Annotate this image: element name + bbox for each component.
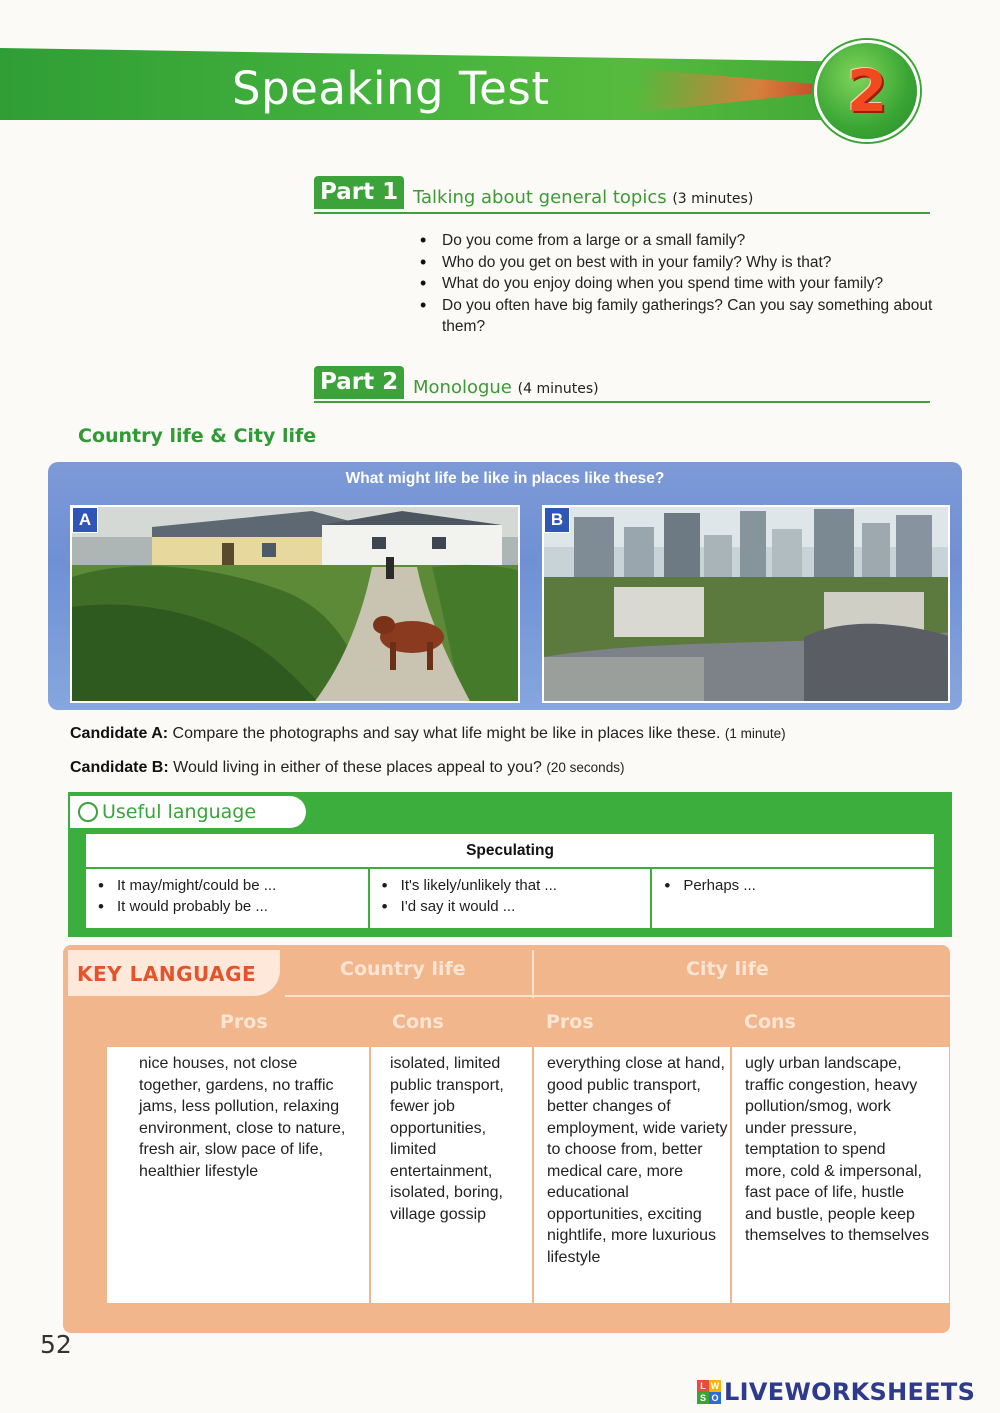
key-divider — [369, 998, 371, 1303]
photo-a-countryside — [70, 505, 520, 703]
page-title: Speaking Test — [232, 62, 550, 115]
part1-question-list — [420, 230, 965, 338]
key-divider — [730, 998, 732, 1303]
key-divider — [285, 995, 950, 997]
useful-col-1 — [86, 868, 369, 928]
question-item: • Who do you get on best with in your family? Why is that? — [420, 252, 965, 274]
circle-icon — [78, 802, 98, 822]
country-pros-text: nice houses, not close together, gardens, no traffic jams, less pollution, relaxing environment, close to nature, fresh air, slow pace of life, healthier lifestyle — [139, 1055, 346, 1180]
part2-tag: Part 2 — [314, 366, 404, 399]
part1-rule — [314, 212, 930, 214]
useful-col-2 — [369, 868, 652, 928]
city-pros-heading: Pros — [546, 1011, 594, 1033]
country-cons-text: isolated, limited public transport, fewer job opportunities, limited entertainment, isolated, boring, village gossip — [390, 1055, 504, 1223]
candidate-b-label: Candidate B: — [70, 759, 169, 776]
liveworksheets-logo-icon — [697, 1380, 721, 1404]
country-cons-heading: Cons — [392, 1011, 444, 1033]
city-cons-heading: Cons — [744, 1011, 796, 1033]
useful-phrase: • I'd say it would ... — [380, 896, 651, 917]
part2-title — [413, 377, 599, 398]
photo-b-label: B — [544, 507, 570, 533]
part1-duration: (3 minutes) — [672, 191, 754, 207]
useful-phrase: • Perhaps ... — [662, 875, 934, 896]
country-pros-heading: Pros — [220, 1011, 268, 1033]
photo-a-label: A — [72, 507, 98, 533]
city-pros-text: everything close at hand, good public transport, better changes of employment, wide variety to choose from, better medical care, more educational opportunities, exciting nightlife, more luxurious lifestyle — [547, 1055, 728, 1266]
key-language-title: KEY LANGUAGE — [77, 962, 257, 986]
key-divider — [532, 998, 534, 1303]
candidate-a-text: Compare the photographs and say what life might be like in places like these. — [172, 725, 721, 742]
useful-language-tab — [70, 796, 306, 828]
useful-language-title: Useful language — [102, 801, 257, 823]
country-life-heading: Country life — [340, 958, 466, 980]
useful-phrase: • It's likely/unlikely that ... — [380, 875, 651, 896]
useful-language-table — [86, 834, 934, 928]
part2-title-text: Monologue — [413, 377, 512, 398]
candidate-b-text: Would living in either of these places appeal to you? — [173, 759, 542, 776]
part1-title-text: Talking about general topics — [413, 187, 667, 208]
candidate-a-instruction — [70, 725, 786, 743]
speculating-heading: Speculating — [86, 834, 934, 868]
candidate-b-instruction — [70, 759, 624, 777]
section-heading: Country life & City life — [78, 425, 317, 447]
liveworksheets-brand: LIVEWORKSHEETS — [724, 1378, 976, 1406]
logo-letter: L — [697, 1380, 709, 1392]
test-number: 2 — [846, 57, 888, 125]
city-photo — [544, 507, 950, 703]
logo-letter: W — [710, 1381, 720, 1391]
part1-tag: Part 1 — [314, 176, 404, 209]
photo-b-city — [542, 505, 950, 703]
logo-letter: O — [709, 1392, 721, 1404]
useful-phrase: • It may/might/could be ... — [96, 875, 368, 896]
logo-letter: S — [697, 1392, 709, 1404]
candidate-a-label: Candidate A: — [70, 725, 169, 742]
useful-col-3 — [651, 868, 934, 928]
question-item: • What do you enjoy doing when you spend time with your family? — [420, 273, 965, 295]
city-cons-text: ugly urban landscape, traffic congestion, heavy pollution/smog, work under pressure, temptation to spend more, cold & impersonal, fast pace of life, hustle and bustle, people keep themselves to themselves — [745, 1055, 930, 1244]
part1-title — [413, 187, 753, 208]
question-item: • Do you often have big family gatherings? Can you say something about them? — [420, 295, 965, 338]
countryside-photo — [72, 507, 520, 703]
candidate-a-time: (1 minute) — [724, 726, 786, 741]
useful-phrase: • It would probably be ... — [96, 896, 368, 917]
photo-question: What might life be like in places like these? — [345, 470, 665, 487]
test-number-badge — [814, 40, 920, 142]
part2-rule — [314, 401, 930, 403]
city-life-heading: City life — [686, 958, 769, 980]
part2-duration: (4 minutes) — [517, 381, 599, 397]
question-item: • Do you come from a large or a small family? — [420, 230, 965, 252]
candidate-b-time: (20 seconds) — [546, 760, 625, 775]
page-number: 52 — [40, 1330, 72, 1359]
